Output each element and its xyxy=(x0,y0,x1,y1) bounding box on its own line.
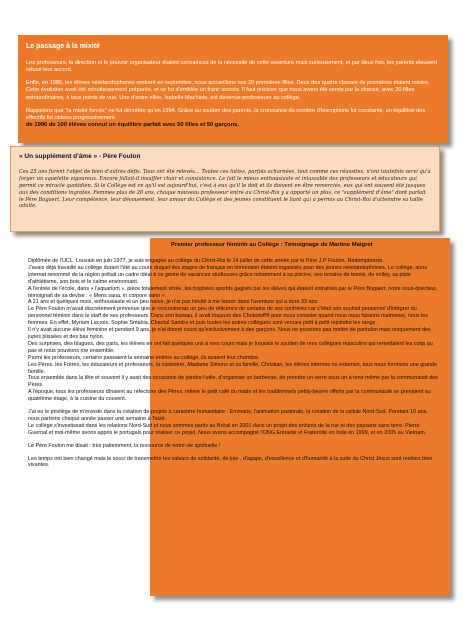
temoignage-paragraph: Tous ensemble dans la fête et souvent il y avait des occasions de joindre l'utile, d'organiser un barbecue, de prendre un verre sous un à tenir même par la communauté des Pères. xyxy=(28,375,438,389)
mixite-paragraph-1: Les professeurs, la direction et le pouvoir organisateur étaient convaincus de la nécessité de cette ouverture mais curieusement, et par deux fois, les parents eleuvent refusé leur accord. xyxy=(26,60,438,74)
mixite-highlight: de 1996 de 100 élèves connut un équilibre parfait avec 50 filles et 50 garçons. xyxy=(26,122,239,129)
temoignage-title: Premier professeur féminin au Collège : Témoignage de Martine Maigret xyxy=(171,242,373,248)
temoignage-paragraph: A l'époque, tous les professeurs dînaient au réfectoire des Pères, même le petit café du matin et les traditionnels petits-beurre offerts par la communauté se prenaient au quatrième étage, à la cuisine du couvent. xyxy=(28,389,431,403)
temoignage-paragraph: Le Père Foulon me disait : très patiemment, la ressource de notre vie spirituelle ! xyxy=(28,442,221,449)
mixite-paragraph-2: Enfin, en 1986, les élèves néérlandophones rentrent en septembre, nous accueillons nos 20 premières filles. Deux des quatre classes de premières étaient mixtes. Cette évolution avait été minutieusement préparée, et ce fut d'emblée un franc succès. Il faut préciser que nous avons été servis par la chance, avec 20 filles extraordinaires, à tous points de vue. Une d'entre elles, Isabelle Machiels, est devenue professeure au collège. xyxy=(26,80,430,101)
temoignage-paragraph: A 21 ans et quelques mois, enthousiaste et un peu naïve, je n'ai pas hésité à me lancer dans l'aventure qui a duré 33 ans. xyxy=(28,299,319,306)
temoignage-closing: Les temps ont bien changé mais le souci de transmettre les valeurs de solidarité, de joie , d'agape, d'excellence et d'humanité à la suite du Christ Jésus sont restées bien vivantes. xyxy=(28,455,433,469)
temoignage-paragraph: J'avais déjà travaillé au collège durant l'été au cours duquel des stages de français en immersion étaient organisés pour des jeunes néerlandophones. Le collège, alors internat renommé de la région prêtait un cadre idéal à ce genre de vacances studieuses grâce notamment à sa piscine, ses terrains de tennis, de volley, sa piste d'athlétisme, son bois et le calme environnant. xyxy=(28,264,428,285)
temoignage-paragraph: Diplômée de l'UCL, Louvain en juin 1977, je suis engagée au collège du Christ-Roi le 14 juillet de cette année par le Père J.P Foulon, Rédemptoriste. xyxy=(28,258,385,264)
temoignage-section xyxy=(21,240,446,594)
temoignage-paragraph: Des surprises, des blagues, des paris, les élèves en ont fait quelques uns à mes cours mais je trouvais le soutien de mes collègues masculins qui remettaient les coqs au pas et nous pouvions rire ensemble. xyxy=(28,340,433,354)
mixite-title: Le passage à la mixité xyxy=(26,43,100,50)
temoignage-paragraph: Les Pères, les Frères, les éducateurs et professeurs, la cuisinière, Madame Simons et sa famille, Christian, les élèves internes ou externes, tous nous formions une grande famille. xyxy=(28,361,437,375)
temoignage-paragraph: J'ai eu le privilège de m'investir dans la création de projets à caractère humanitaire : Emmaüs, l'animation pastorale, la création de la cellule Nord-Sud. Pendant 10 ans, nous partions chaque année passer une semaine à Taizé. xyxy=(28,409,428,422)
supplement-ame-section xyxy=(10,146,440,232)
mixite-paragraph-3: Rappelons que "la mixité forcée" ne fut décrétée qu'en 1994. Grâce au soutien des parents, la croissance du nombre d'inscriptions fut constante, un équilibre des effectifs fut obtenu progressivement. xyxy=(26,107,426,121)
temoignage-paragraph: Le Père Foulon m'avait discrètement prévenue que je rencontrerais un peu de réticence de certains de ses confrères car c'était son souhait personnel d'intégrer du personnel féminin dans le staff de ses professeurs. Dans son bureau, il avait toujours des Chokotoff® pour nous consoler quand nous nous faisions malmener, nous les femmes. En effet, Myriam Lacroix, Sophie Smahia, Chantal Sandra et puis toutes les autres collègues sont venues petit à petit rejoindre les rangs . xyxy=(28,306,428,327)
supplement-ame-text: Ces 25 ans furent l'objet de bien d'autres défis. Tous ont été relevés… Toutes ces luttes, parfois acharnées, tout comme ces réussites, n'ont toutefois servi qu'à forger un squelette vigoureux. Encore fallait-il insuffler chair et consistance. Le fait le mieux enthousiaste et inlassable des professeurs et éducateurs qui permit ce miracle quotidien. Si le Collège est ce qu'il est aujourd'hui, c'est à eux qu'il le doit et ils doivent en être remerciés, eux qui ont souvent été jusques aux des conditions ingrates. Femmes plus de 20 ans, chaque nouveau professeur entré au Christ-Roi y a apporté un plus, ce "supplément d'âme" dont parlait le Père Bogaert. Leur compétence, leur dévouement, leur amour du Collège et des jeunes constituent le liant qui a permis au Christ-Roi d'atteindre sa taille adulte. xyxy=(19,169,431,210)
temoignage-paragraph: Il n'y avait aucune élève féminine et pendant 9 ans, je n'ai donné cours qu'exclusivement à des garçons. Nous ne pouvions pas mettre de pantalon mais uniquement des jupes plissées et des bas nylon. xyxy=(28,327,431,340)
supplement-ame-title: « Un supplément d'âme » - Père Foulon xyxy=(19,153,141,160)
temoignage-paragraph: Parmi les professeurs, certains passaient la semaine entière au collège, ils avaient leur chambre. xyxy=(28,354,260,361)
temoignage-paragraph: A l'entrée de l'école, dans « l'aquarium », pièce totalement vitrée, les trophées sportifs gagnés par les élèves qui étaient entraînés par le Père Bogaert, notre sous-directeur, témoignait de sa devise : « Mens sana, in corpore sano ». xyxy=(28,285,438,299)
temoignage-paragraph: Le collège s'investissait dans les relations Nord-Sud et nous sommes partis au Brésil en 2001 dans un projet des enfants de la rue et des paysans sans terre. Pierre Guernal et moi-même avons appris le portugais pour réaliser ce projet. Nous avons accompagné l'ONG Entraide et Fraternité en Inde en 1999, et en 2005 au Vietnam. xyxy=(28,422,427,436)
mixite-section xyxy=(18,35,448,143)
